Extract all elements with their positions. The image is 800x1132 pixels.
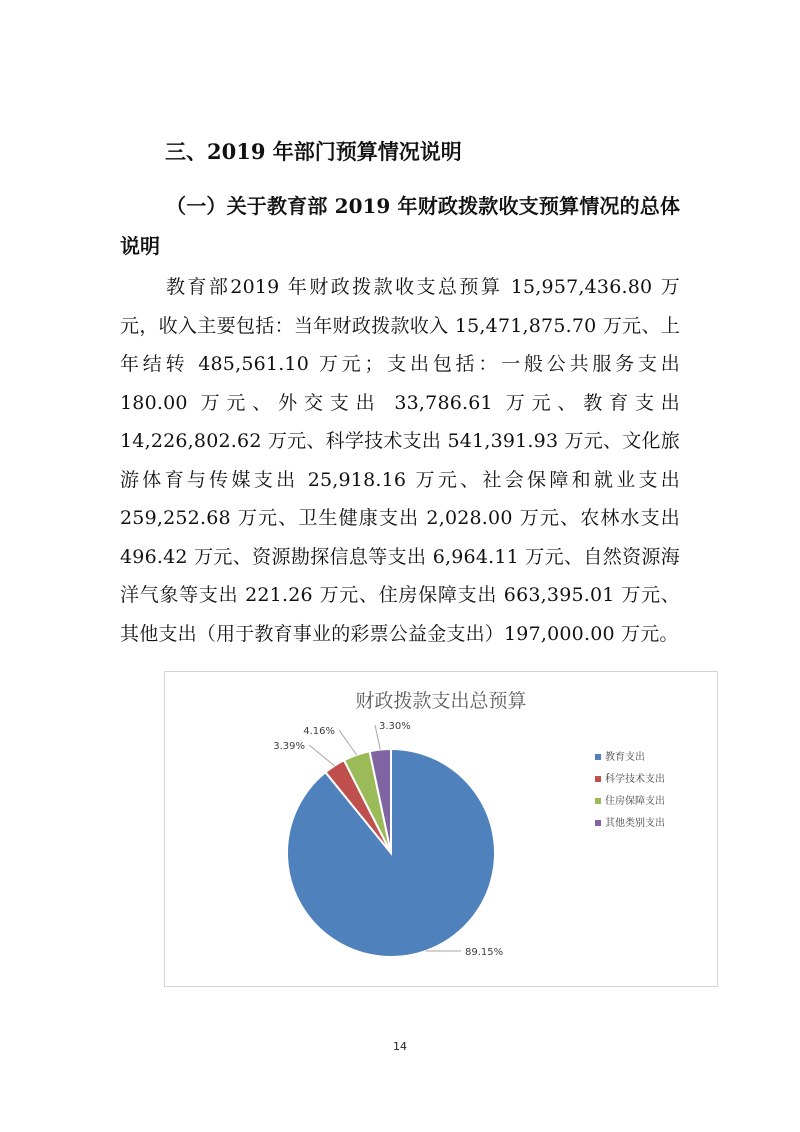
legend-label: 住房保障支出 xyxy=(605,796,665,807)
pie-chart xyxy=(165,672,717,986)
data-label: 4.16% xyxy=(303,726,335,737)
leader-line xyxy=(309,745,334,766)
subsection-heading: （一）关于教育部 2019 年财政拨款收支预算情况的总体说明 xyxy=(120,194,680,258)
data-label: 89.15% xyxy=(465,947,504,958)
legend-swatch xyxy=(595,820,601,826)
pie-chart-container xyxy=(164,671,718,987)
legend-swatch xyxy=(595,798,601,804)
data-label: 3.30% xyxy=(379,721,411,732)
page-number: 14 xyxy=(393,1040,407,1053)
legend-label: 其他类别支出 xyxy=(605,818,665,829)
legend-swatch xyxy=(595,776,601,782)
data-label: 3.39% xyxy=(273,741,305,752)
legend-swatch xyxy=(595,754,601,760)
legend-label: 科学技术支出 xyxy=(605,774,665,785)
leader-line xyxy=(339,730,357,755)
chart-title: 财政拨款支出总预算 xyxy=(355,690,527,712)
legend-label: 教育支出 xyxy=(605,752,645,763)
section-heading: 三、2019 年部门预算情况说明 xyxy=(165,139,462,164)
budget-paragraph: 教育部2019 年财政拨款收支总预算 15,957,436.80 万元，收入主要包括：当年财政拨款收入 15,471,875.70 万元、上年结转 485,561.10 万元；支出包括：一般公共服务支出 180.00 万元、外交支出 33,786.61 万元、教育支出 14,226,802.62 万元、科学技术支出 541,391.93 万元、文化旅游体育与传媒支出 25,918.16 万元、社会保障和就业支出 259,252.68 万元、卫生健康支出 2,028.00 万元、农林水支出 496.42 万元、资源勘探信息等支出 6,964.11 万元、自然资源海洋气象等支出 221.26 万元、住房保障支出 663,395.01 万元、其他支出（用于教育事业的彩票公益金支出）197,000.00 万元。 xyxy=(120,276,680,645)
